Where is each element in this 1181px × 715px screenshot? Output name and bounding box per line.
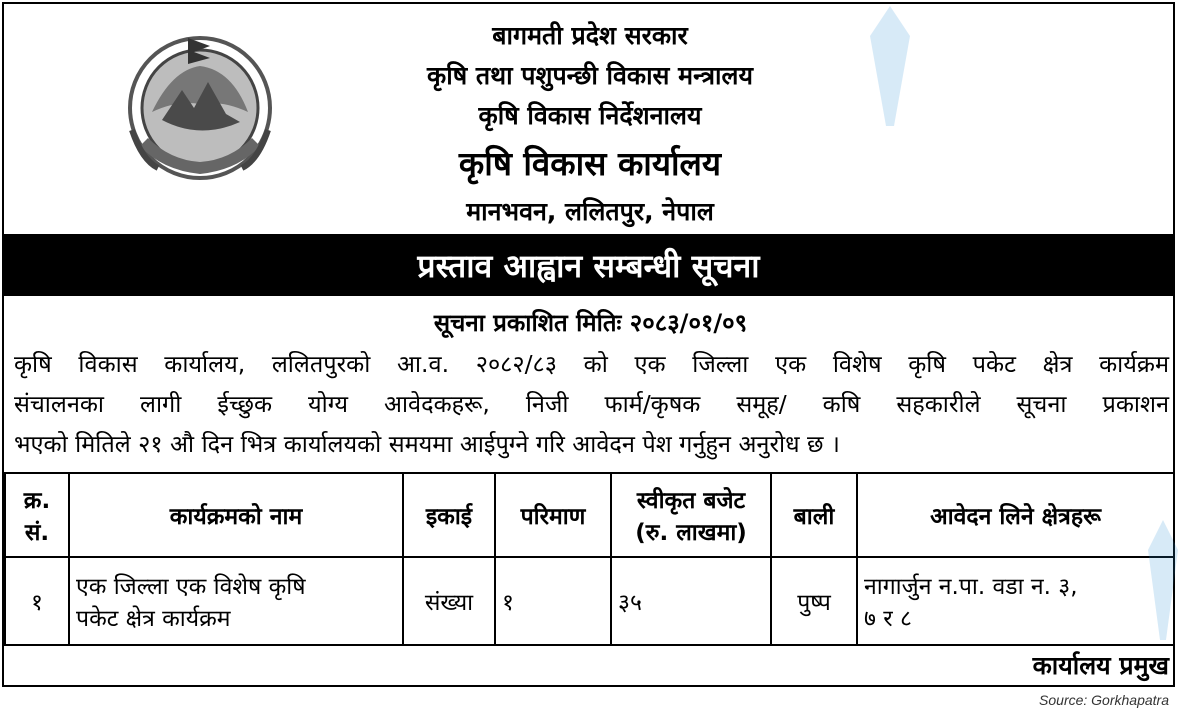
source-credit: Source: Gorkhapatra	[1039, 692, 1169, 708]
body-line: संचालनका लागी ईच्छुक योग्य आवेदकहरू, निजी फार्म/कृषक समूह/ कषि सहकारीले सूचना प्रकाशन	[14, 390, 1169, 418]
cell-crop: पुष्प	[771, 557, 857, 645]
ministry-title: कृषि तथा पशुपन्छी विकास मन्त्रालय	[427, 61, 753, 90]
cell-program-line: एक जिल्ला एक विशेष कृषि	[76, 574, 306, 600]
body-line: भएको मितिले २१ औ दिन भित्र कार्यालयको समयमा आईपुग्ने गरि आवेदन पेश गर्नुहुन अनुरोध छ ।	[14, 430, 840, 458]
col-header-sn	[5, 473, 69, 557]
col-header-budget-line: स्वीकृत बजेट	[636, 488, 746, 514]
col-header-budget	[611, 473, 771, 557]
table-header-row	[5, 473, 1174, 557]
directorate-title: कृषि विकास निर्देशनालय	[478, 101, 702, 130]
col-header-unit: इकाई	[403, 473, 495, 557]
cell-areas-line: ७ र ८	[864, 606, 912, 632]
notice-body	[14, 344, 1169, 464]
publish-date: सूचना प्रकाशित मितिः २०८३/०१/०९	[433, 309, 748, 337]
col-header-program: कार्यक्रमको नाम	[69, 473, 403, 557]
col-header-sn-line: क्र.	[23, 488, 51, 514]
cell-unit: संख्या	[403, 557, 495, 645]
cell-quantity: १	[495, 557, 611, 645]
cell-areas-line: नागार्जुन न.पा. वडा न. ३,	[864, 574, 1078, 600]
cell-budget: ३५	[611, 557, 771, 645]
cell-program	[69, 557, 403, 645]
cell-areas	[857, 557, 1174, 645]
notice-title-banner	[2, 234, 1175, 296]
col-header-areas: आवेदन लिने क्षेत्रहरू	[857, 473, 1174, 557]
cell-program-line: पकेट क्षेत्र कार्यक्रम	[76, 606, 231, 632]
col-header-budget-line: (रु. लाखमा)	[635, 520, 747, 546]
signatory-title: कार्यालय प्रमुख	[1032, 651, 1169, 680]
table-row	[5, 557, 1174, 645]
office-title: कृषि विकास कार्यालय	[458, 144, 722, 183]
body-line: कृषि विकास कार्यालय, ललितपुरको आ.व. २०८२/८३ को एक जिल्ला एक विशेष कृषि पकेट क्षेत्र कार्यक्रम	[14, 350, 1169, 378]
office-address: मानभवन, ललितपुर, नेपाल	[466, 197, 714, 226]
program-table	[4, 472, 1175, 646]
cell-sn: १	[5, 557, 69, 645]
notice-title: प्रस्ताव आह्वान सम्बन्धी सूचना	[417, 246, 760, 285]
col-header-sn-line: सं.	[24, 520, 50, 546]
nepal-emblem-icon	[122, 30, 278, 186]
province-government-title: बागमती प्रदेश सरकार	[492, 21, 688, 50]
col-header-quantity: परिमाण	[495, 473, 611, 557]
col-header-crop: बाली	[771, 473, 857, 557]
